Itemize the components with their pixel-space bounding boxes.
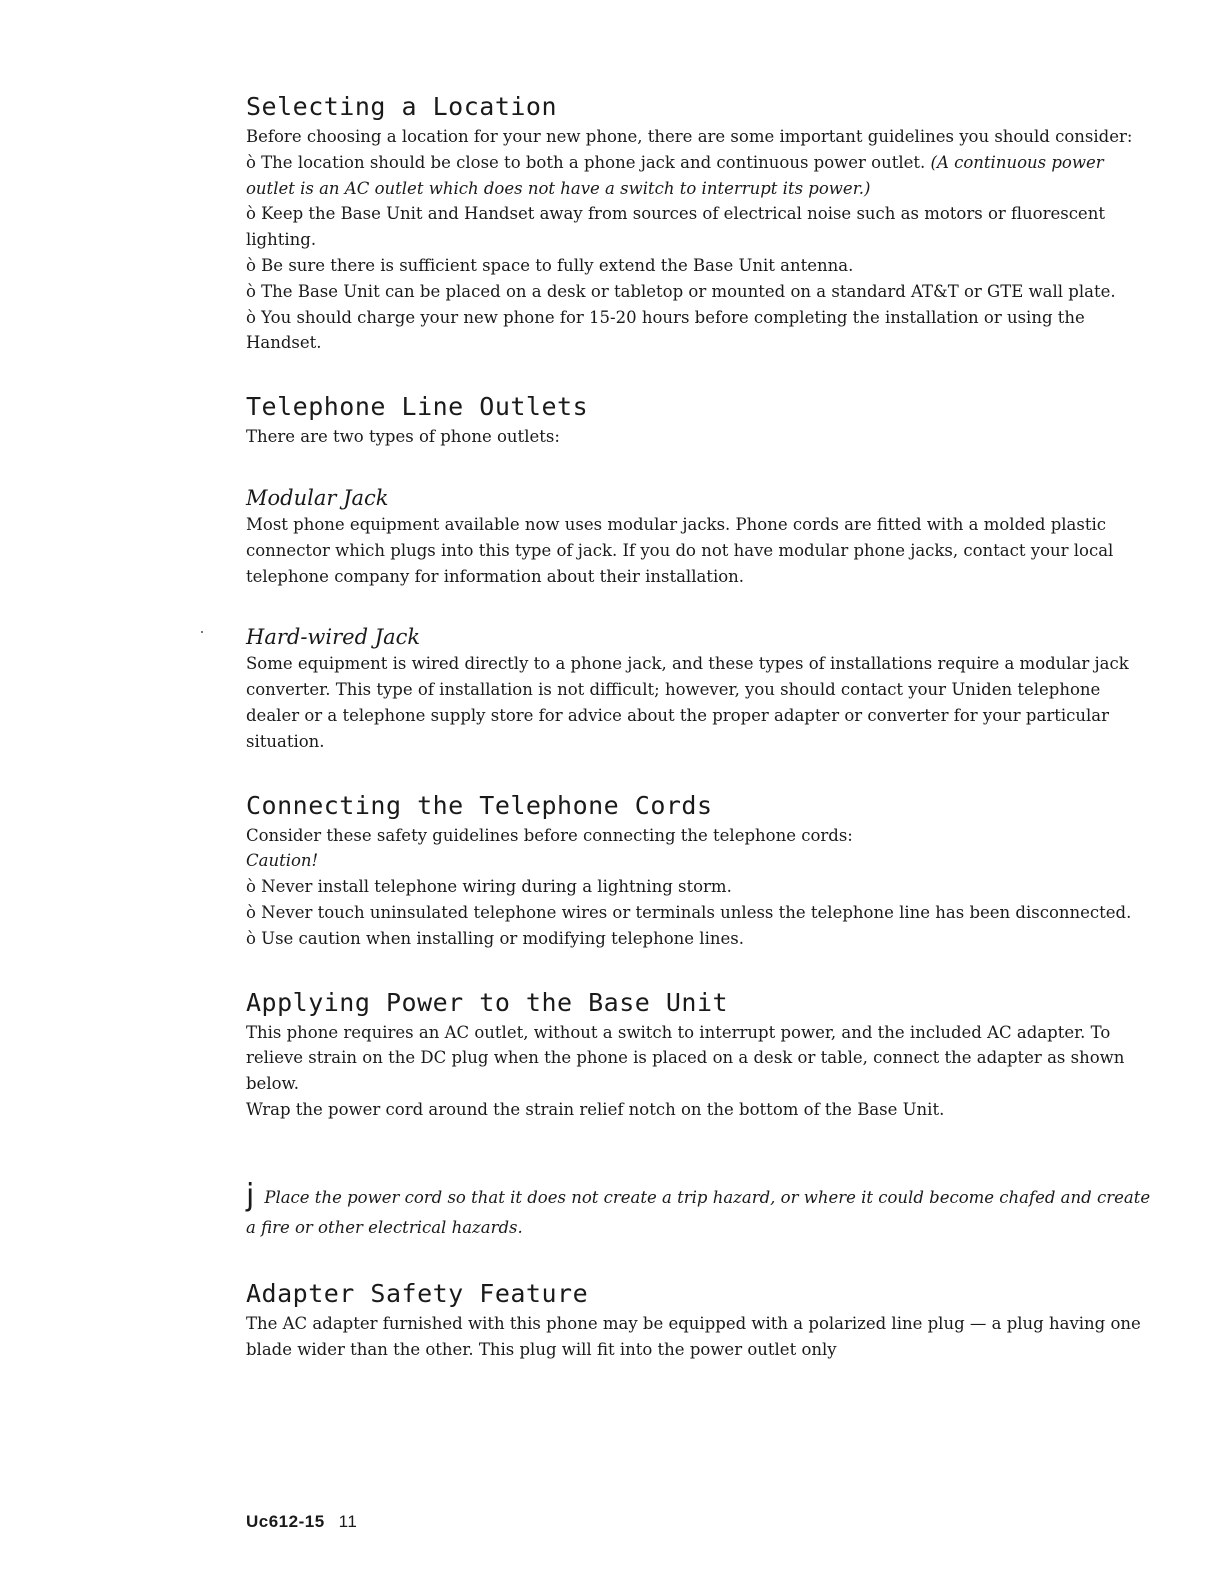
hard-wired-jack-body: Some equipment is wired directly to a phone jack, and these types of installations require a modular jack converter. This type of installation is not difficult; however, you should contact your Uniden telephone dealer or a telephone supply store for advice about the proper adapter or converter for your particular situation. [246,654,1129,751]
location-bullet-1-text: ò The location should be close to both a phone jack and continuous power outlet. [246,152,931,172]
location-bullet-5: ò You should charge your new phone for 15-20 hours before completing the installation or using the Handset. [246,307,1085,353]
subsection-title-hard-wired-jack: Hard-wired Jack [246,625,421,650]
power-body: This phone requires an AC outlet, without a switch to interrupt power, and the included AC adapter. To relieve strain on the DC plug when the phone is placed on a desk or table, connect the adapter as shown below. [246,1022,1125,1094]
warning-note [246,1177,1151,1243]
location-bullet-1 [246,150,1151,202]
location-intro: Before choosing a location for your new phone, there are some important guidelines you should consider: [246,127,1133,146]
outlets-intro: There are two types of phone outlets: [246,427,560,447]
manual-page [246,90,1151,1362]
modular-jack-body: Most phone equipment available now uses modular jacks. Phone cords are fitted with a molded plastic connector which plugs into this type of jack. If you do not have modular phone jacks, contact your local telephone company for information about their installation. [246,514,1114,586]
section-title-applying-power: Applying Power to the Base Unit [246,987,729,1017]
cords-intro: Consider these safety guidelines before connecting the telephone cords: [246,825,853,845]
section-title-adapter-safety: Adapter Safety Feature [246,1278,589,1308]
section-title-connecting-cords: Connecting the Telephone Cords [246,790,713,820]
warning-icon: j [246,1177,255,1213]
cords-bullet-1: ò Never install telephone wiring during a lightning storm. [246,877,732,897]
warning-note-text: Place the power cord so that it does not create a trip hazard, or where it could become chafed and create a fire or other electrical hazards. [246,1187,1151,1237]
scan-speck [201,631,203,633]
spacer [246,589,1151,623]
adapter-body: The AC adapter furnished with this phone may be equipped with a polarized line plug — a plug having one blade wider than the other. This plug will fit into the power outlet only [246,1313,1141,1359]
spacer [246,450,1151,484]
cords-bullet-2: ò Never touch uninsulated telephone wires or terminals unless the telephone line has been disconnected. [246,902,1132,922]
section-title-telephone-line-outlets: Telephone Line Outlets [246,392,589,422]
section-title-selecting-location: Selecting a Location [246,92,558,121]
footer-model-number: Uc612-15 [246,1512,325,1531]
page-footer [246,1512,357,1532]
spacer [246,1123,1151,1157]
caution-label: Caution! [246,851,319,871]
footer-page-number: 11 [338,1512,358,1531]
spacer [246,1157,1151,1181]
spacer [246,755,1151,789]
power-wrap-instruction: Wrap the power cord around the strain relief notch on the bottom of the Base Unit. [246,1099,945,1119]
cords-bullet-3: ò Use caution when installing or modifying telephone lines. [246,928,744,948]
location-bullet-3: ò Be sure there is sufficient space to fully extend the Base Unit antenna. [246,255,854,275]
location-bullet-2: ò Keep the Base Unit and Handset away from sources of electrical noise such as motors or fluorescent lighting. [246,204,1105,250]
spacer [246,1243,1151,1277]
location-bullet-1-note: (A continuous power outlet is an AC outlet which does not have a switch to interrupt its power.) [246,152,1104,198]
subsection-title-modular-jack: Modular Jack [246,485,389,510]
location-bullet-4: ò The Base Unit can be placed on a desk or tabletop or mounted on a standard AT&T or GTE wall plate. [246,281,1116,301]
spacer [246,356,1151,390]
spacer [246,952,1151,986]
